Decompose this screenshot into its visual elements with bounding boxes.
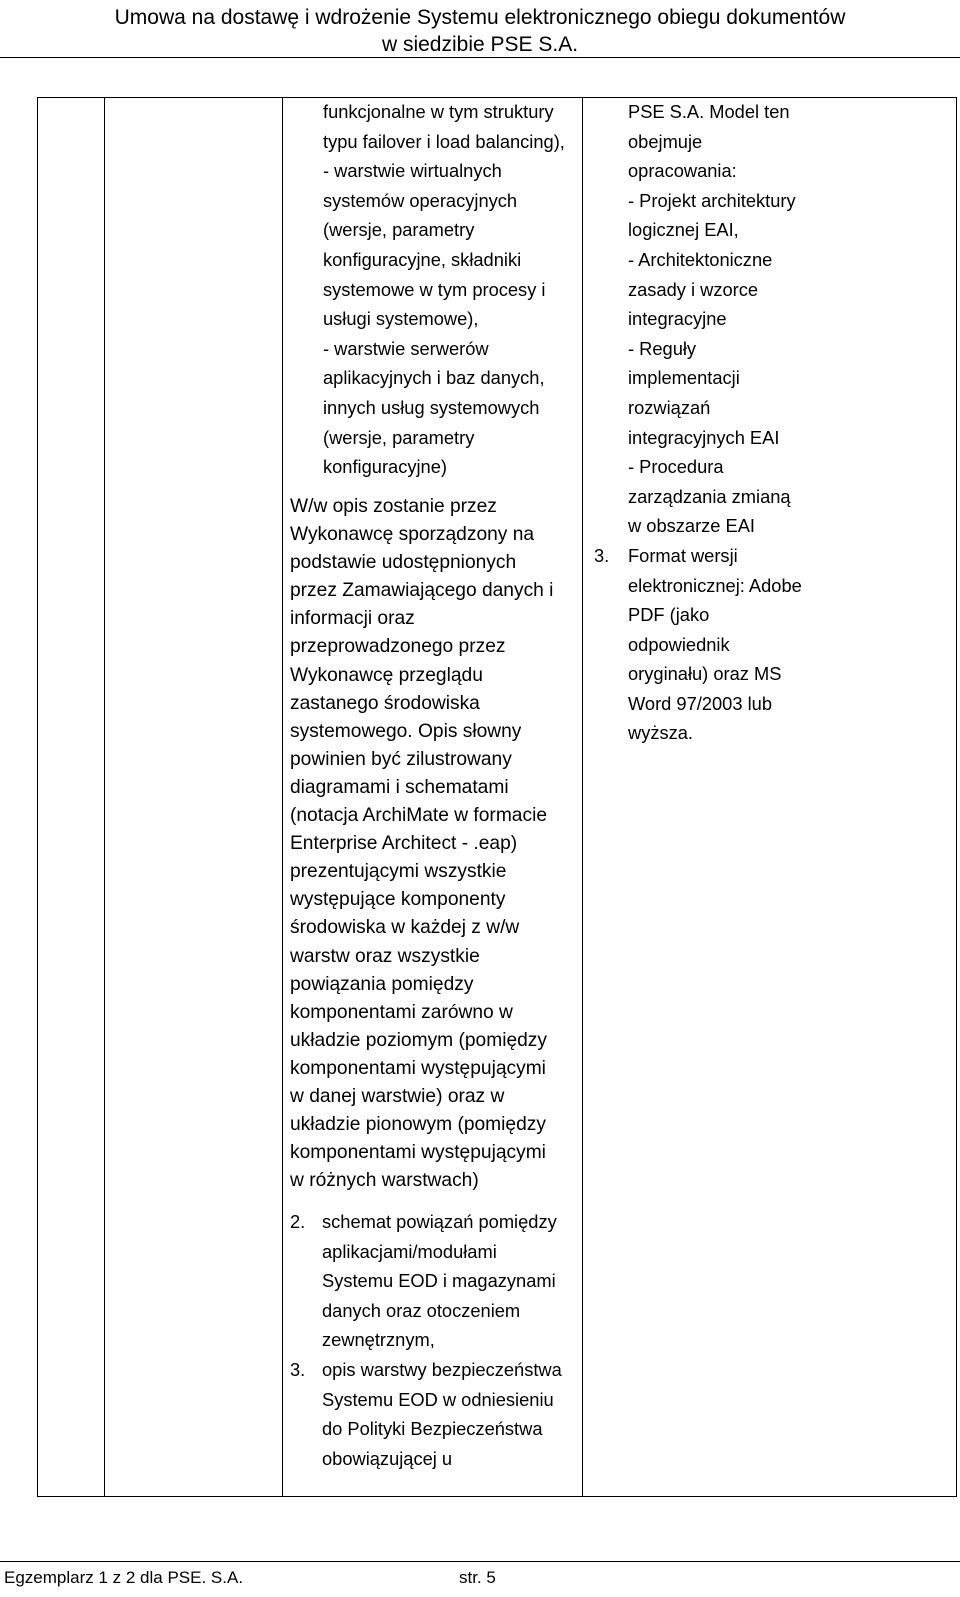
- text-line: informacji oraz: [290, 608, 415, 630]
- text-line: schemat powiązań pomiędzy: [322, 1211, 557, 1232]
- text-line: układzie poziomym (pomiędzy: [290, 1029, 547, 1051]
- text-line: konfiguracyjne, składniki: [323, 248, 522, 270]
- text-line: - warstwie serwerów: [323, 337, 489, 359]
- text-line: systemów operacyjnych: [323, 189, 518, 211]
- text-line: zastanego środowiska: [290, 692, 480, 714]
- text-line: przeprowadzonego przez: [290, 636, 506, 658]
- col3-description-paragraph: [290, 493, 553, 1195]
- text-line: środowiska w każdej z w/w: [290, 917, 520, 939]
- text-line: usługi systemowe),: [323, 308, 479, 330]
- text-line: Systemu EOD i magazynami: [322, 1270, 556, 1292]
- text-line: komponentami występującymi: [290, 1142, 546, 1164]
- text-line: prezentującymi wszystkie: [290, 861, 507, 883]
- col3-list-continuation: [323, 97, 565, 482]
- text-line: obowiązującej u: [322, 1447, 453, 1469]
- text-line: przez Zamawiającego danych i: [290, 580, 554, 602]
- text-line: podstawie udostępnionych: [290, 552, 517, 574]
- text-line: - warstwie wirtualnych: [323, 160, 502, 182]
- text-line: elektronicznej: Adobe: [628, 574, 802, 596]
- text-line: układzie pionowym (pomiędzy: [290, 1114, 546, 1136]
- text-line: - Architektoniczne: [628, 248, 773, 270]
- text-line: aplikacjami/modułami: [322, 1240, 497, 1262]
- text-line: (notacja ArchiMate w formacie: [290, 805, 547, 827]
- text-line: Wykonawcę przeglądu: [290, 664, 483, 686]
- list-number: 3.: [290, 1358, 306, 1380]
- text-line: występujące komponenty: [290, 889, 506, 911]
- text-line: rozwiązań: [628, 396, 711, 418]
- text-line: w różnych warstwach): [290, 1170, 479, 1192]
- text-line: danych oraz otoczeniem: [322, 1299, 521, 1321]
- text-line: PSE S.A. Model ten: [628, 101, 790, 122]
- text-line: zasady i wzorce: [628, 278, 759, 300]
- text-line: Enterprise Architect - .eap): [290, 833, 518, 855]
- header-title-line1: Umowa na dostawę i wdrożenie Systemu elektronicznego obiegu dokumentów: [114, 6, 846, 29]
- text-line: systemowego. Opis słowny: [290, 720, 522, 742]
- text-line: (wersje, parametry: [323, 426, 475, 448]
- text-line: funkcjonalne w tym struktury: [323, 101, 554, 122]
- text-line: PDF (jako: [628, 604, 710, 626]
- text-line: odpowiednik: [628, 633, 730, 655]
- text-line: do Polityki Bezpieczeństwa: [322, 1418, 543, 1440]
- column-divider-1: [104, 98, 105, 1496]
- column-divider-2: [282, 98, 283, 1496]
- text-line: komponentami występującymi: [290, 1057, 546, 1079]
- text-line: oryginału) oraz MS: [628, 663, 782, 685]
- text-line: w obszarze EAI: [628, 515, 756, 537]
- text-line: Systemu EOD w odniesieniu: [322, 1388, 554, 1410]
- header-rule: [0, 57, 960, 58]
- text-line: zarządzania zmianą: [628, 485, 791, 507]
- list-number: 2.: [290, 1211, 306, 1232]
- text-line: logicznej EAI,: [628, 219, 739, 241]
- text-line: integracyjnych EAI: [628, 426, 780, 448]
- text-line: innych usług systemowych: [323, 396, 540, 418]
- text-line: komponentami zarówno w: [290, 1001, 513, 1023]
- text-line: - Reguły: [628, 337, 697, 359]
- text-line: Format wersji: [628, 544, 738, 566]
- requirements-table: [37, 97, 957, 1497]
- text-line: opis warstwy bezpieczeństwa: [322, 1358, 562, 1380]
- text-line: warstw oraz wszystkie: [290, 945, 480, 967]
- text-line: Word 97/2003 lub: [628, 692, 772, 714]
- text-line: obejmuje: [628, 130, 703, 152]
- text-line: aplikacyjnych i baz danych,: [323, 367, 545, 389]
- column-divider-3: [582, 98, 583, 1496]
- footer-rule: [0, 1561, 960, 1562]
- text-line: diagramami i schematami: [290, 776, 509, 798]
- text-line: W/w opis zostanie przez: [290, 496, 497, 517]
- text-line: systemowe w tym procesy i: [323, 278, 546, 300]
- text-line: - Procedura: [628, 456, 724, 478]
- text-line: wyższa.: [628, 722, 694, 744]
- footer-page-number: str. 5: [459, 1568, 496, 1587]
- document-header: [0, 0, 960, 58]
- text-line: konfiguracyjne): [323, 456, 447, 478]
- text-line: Wykonawcę sporządzony na: [290, 524, 535, 546]
- list-number: 3.: [594, 544, 610, 566]
- text-line: typu failover i load balancing),: [323, 130, 565, 152]
- text-line: integracyjne: [628, 308, 727, 330]
- text-line: w danej warstwie) oraz w: [290, 1085, 505, 1107]
- text-line: - Projekt architektury: [628, 189, 796, 211]
- text-line: (wersje, parametry: [323, 219, 475, 241]
- footer-copy-label: Egzemplarz 1 z 2 dla PSE. S.A.: [4, 1568, 244, 1587]
- text-line: zewnętrznym,: [322, 1329, 435, 1351]
- text-line: opracowania:: [628, 160, 737, 182]
- text-line: implementacji: [628, 367, 740, 389]
- text-line: powinien być zilustrowany: [290, 748, 512, 770]
- header-title-line2: w siedzibie PSE S.A.: [381, 33, 579, 56]
- text-line: powiązania pomiędzy: [290, 973, 474, 995]
